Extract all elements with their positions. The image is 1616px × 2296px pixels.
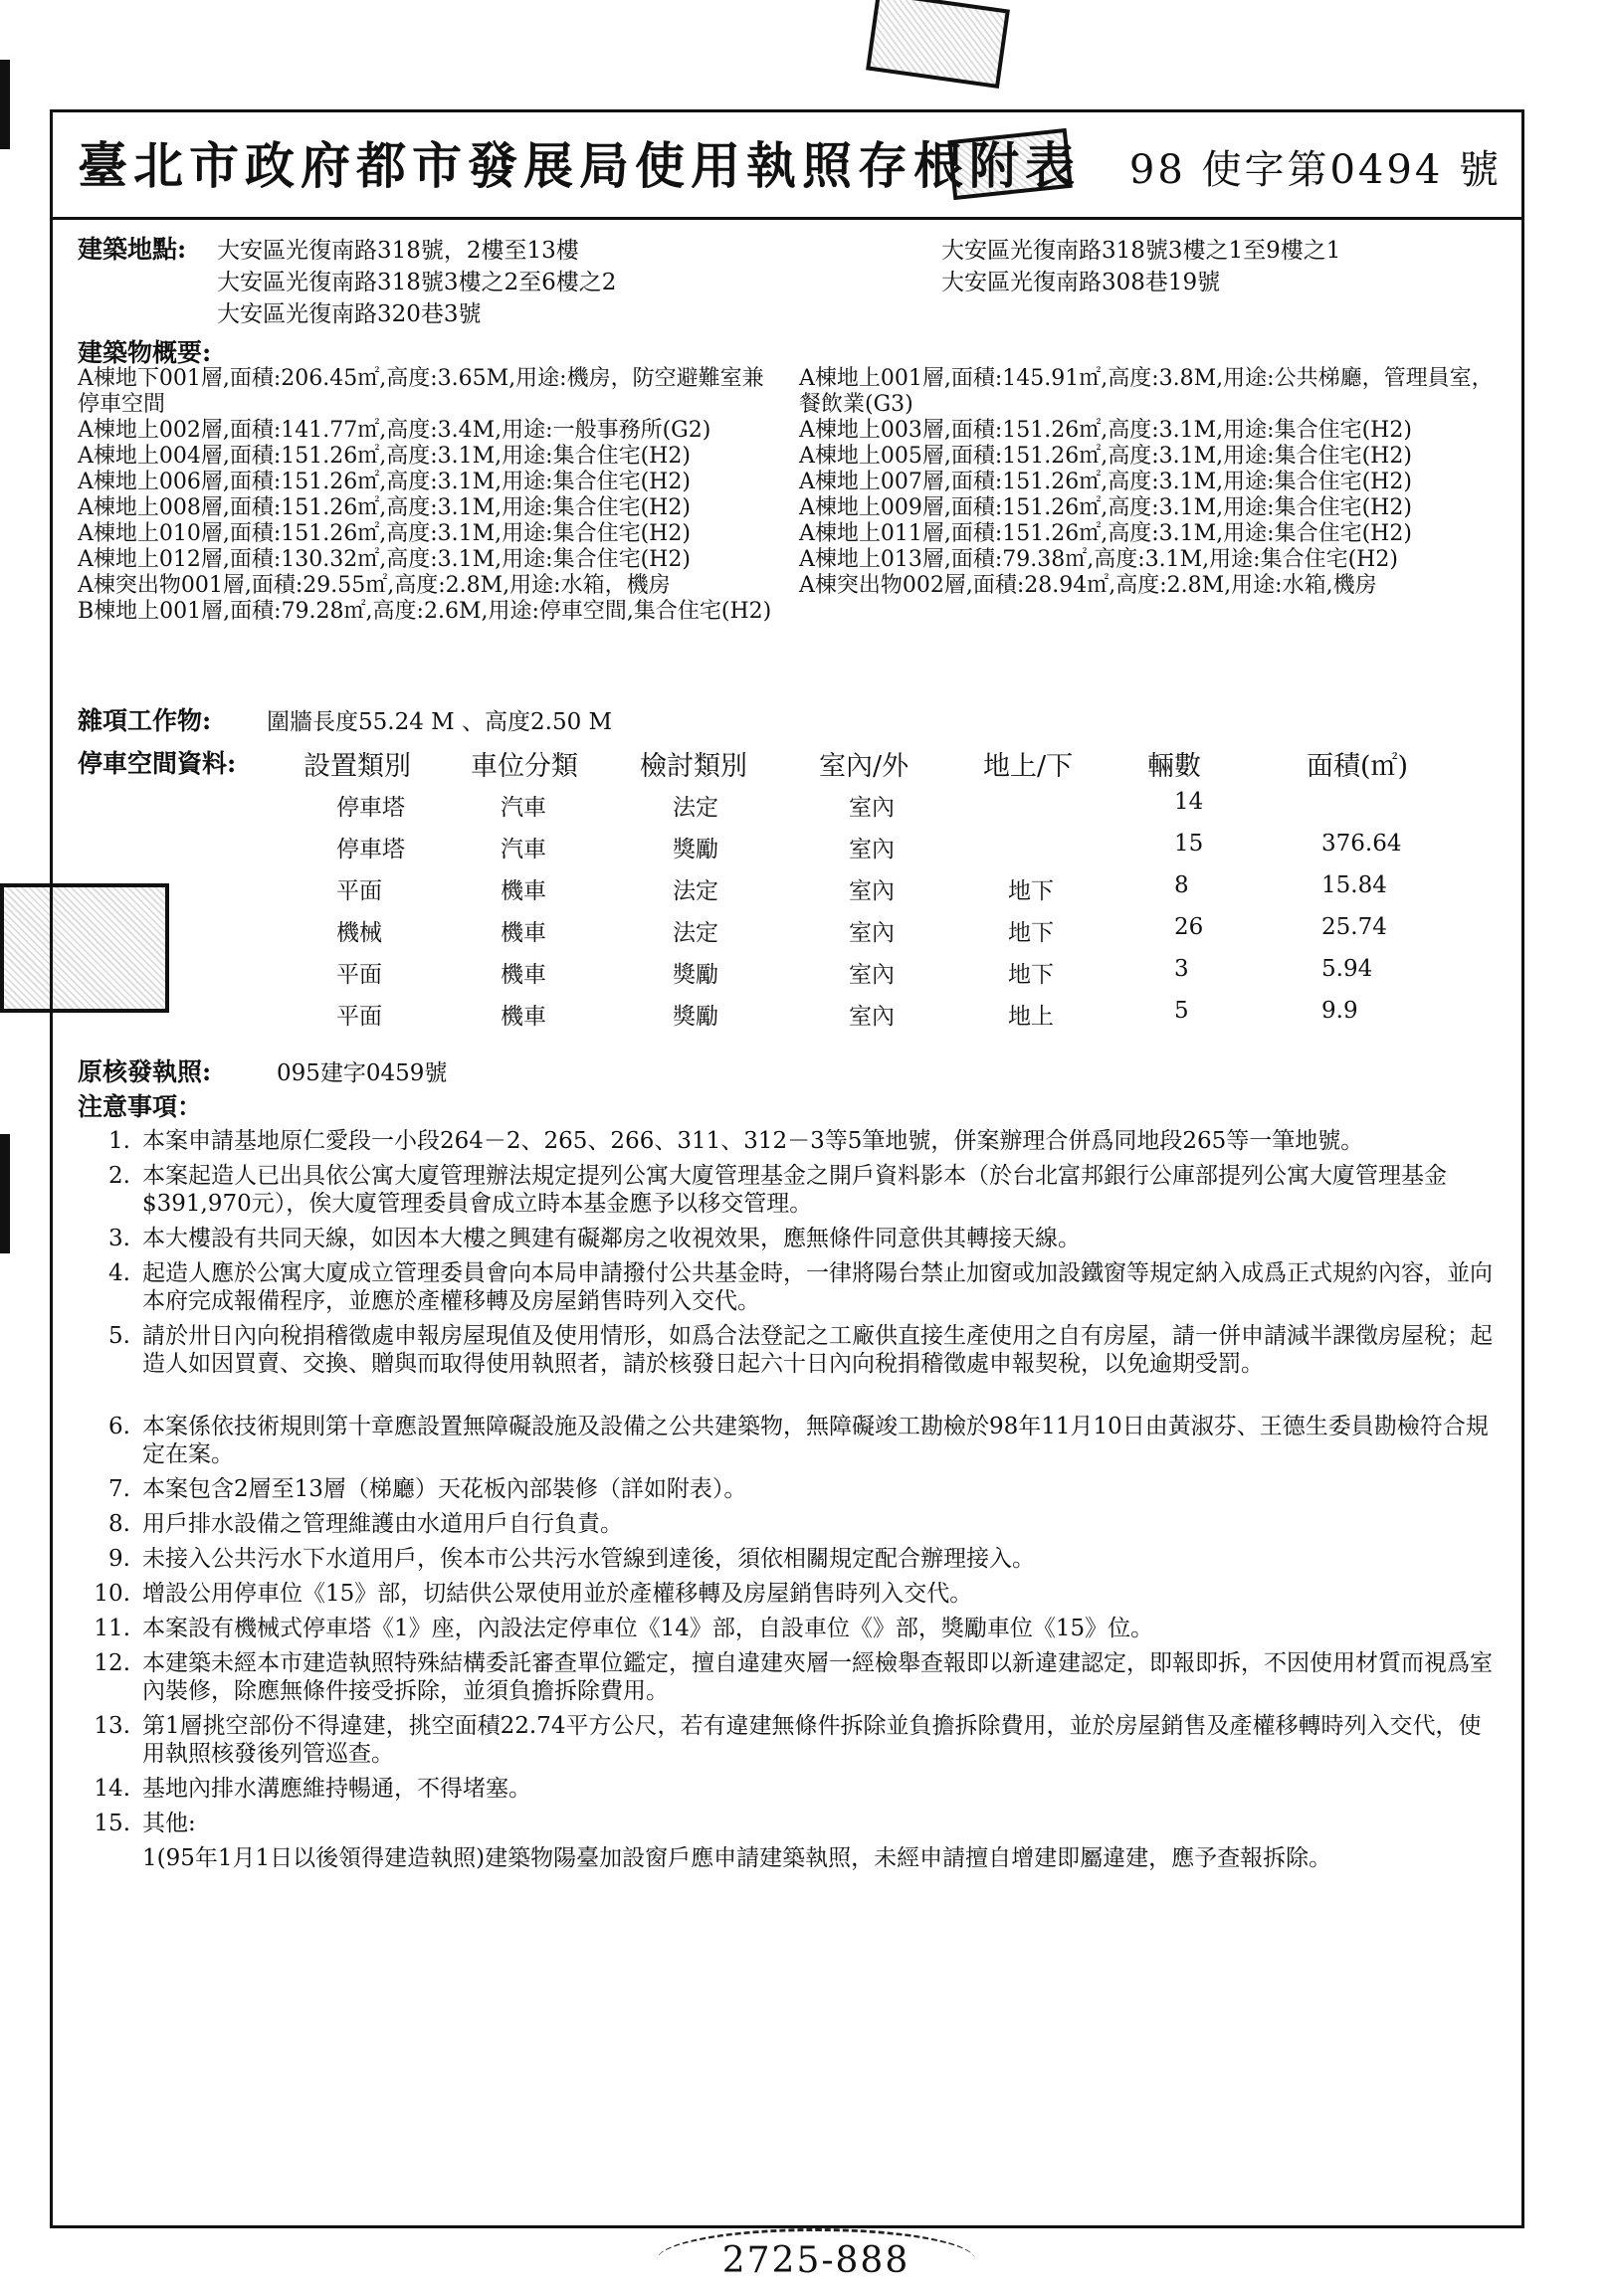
table-cell: 室內 — [849, 962, 895, 988]
building-floor-item: A棟地上005層,面積:151.26㎡,高度:3.1M,用途:集合住宅(H2) — [799, 444, 1412, 469]
building-floor-item: A棟地上004層,面積:151.26㎡,高度:3.1M,用途:集合住宅(H2) — [78, 444, 691, 469]
table-cell: 15.84 — [1321, 872, 1387, 898]
table-cell: 平面 — [336, 878, 382, 904]
note-item — [91, 1545, 1504, 1573]
table-cell: 室內 — [849, 837, 895, 862]
bottom-stamp: 2725-888 — [657, 2228, 975, 2291]
note-text: 用戶排水設備之管理維護由水道用戶自行負責。 — [142, 1511, 623, 1537]
overview-label: 建築物概要: — [78, 338, 212, 367]
building-floor-item: A棟地上012層,面積:130.32㎡,高度:3.1M,用途:集合住宅(H2) — [78, 547, 691, 572]
original-permit-value: 095建字0459號 — [277, 1060, 448, 1086]
parking-table — [53, 744, 1521, 1043]
table-cell: 5.94 — [1321, 956, 1373, 982]
address-line: 大安區光復南路308巷19號 — [941, 270, 1221, 295]
note-number: 3. — [108, 1226, 130, 1251]
note-item — [91, 1475, 1504, 1503]
note-item — [91, 1259, 1504, 1315]
overview-right-column — [799, 366, 1506, 599]
table-cell: 地下 — [1008, 878, 1054, 904]
table-cell: 14 — [1174, 789, 1204, 815]
parking-header: 地上/下 — [983, 751, 1074, 782]
note-item — [91, 1162, 1504, 1218]
note-item — [91, 1127, 1504, 1155]
note-number: 7. — [108, 1476, 130, 1502]
table-cell: 獎勵 — [673, 1004, 718, 1030]
table-cell: 8 — [1174, 872, 1189, 898]
note-text: 其他: — [142, 1811, 196, 1836]
address-label: 建築地點: — [78, 235, 187, 264]
table-cell: 地下 — [1008, 920, 1054, 946]
table-cell: 獎勵 — [673, 837, 718, 862]
table-cell: 汽車 — [501, 795, 546, 821]
edge-mark — [0, 60, 10, 149]
note-number: 9. — [108, 1546, 130, 1572]
building-floor-item: A棟地上010層,面積:151.26㎡,高度:3.1M,用途:集合住宅(H2) — [78, 521, 691, 546]
note-item — [91, 1649, 1504, 1705]
note-number: 1. — [108, 1128, 130, 1154]
note-number: 13. — [94, 1713, 130, 1739]
note-text: 未接入公共污水下水道用戶，俟本市公共污水管線到達後，須依相關規定配合辦理接入。 — [142, 1546, 1035, 1572]
building-floor-item: A棟地上013層,面積:79.38㎡,高度:3.1M,用途:集合住宅(H2) — [799, 547, 1398, 572]
note-text: 起造人應於公寓大廈成立管理委員會向本局申請撥付公共基金時，一律將陽台禁止加窗或加設鐵窗等規定納入成爲正式規約內容，並向本府完成報備程序，並應於產權移轉及房屋銷售時列入交代。 — [142, 1260, 1493, 1314]
note-item — [91, 1510, 1504, 1538]
note-number: 10. — [94, 1581, 130, 1607]
note-text: 本案起造人已出具依公寓大廈管理辦法規定提列公寓大廈管理基金之開戶資料影本（於台北富邦銀行公庫部提列公寓大廈管理基金$391,970元），俟大廈管理委員會成立時本基金應予以移交管理。 — [142, 1163, 1447, 1217]
table-cell: 停車塔 — [336, 795, 405, 821]
note-text: 本大樓設有共同天線，如因本大樓之興建有礙鄰房之收視效果，應無條件同意供其轉接天線。 — [142, 1226, 1081, 1251]
table-cell: 法定 — [673, 920, 718, 946]
note-number: 8. — [108, 1511, 130, 1537]
document-title: 臺北市政府都市發展局使用執照存根附表 — [78, 136, 1081, 195]
parking-header: 設置類別 — [303, 751, 411, 782]
building-floor-item: A棟地上001層,面積:145.91㎡,高度:3.8M,用途:公共梯廳，管理員室，餐飲業(G3) — [799, 366, 1494, 417]
note-text: 本案係依技術規則第十章應設置無障礙設施及設備之公共建築物，無障礙竣工勘檢於98年11月10日由黃淑芬、王德生委員勘檢符合規定在案。 — [142, 1414, 1489, 1467]
table-cell: 3 — [1174, 956, 1189, 982]
note-item — [91, 1775, 1504, 1803]
parking-header: 面積(㎡) — [1307, 751, 1409, 782]
building-floor-item: A棟地上003層,面積:151.26㎡,高度:3.1M,用途:集合住宅(H2) — [799, 418, 1412, 443]
document-frame — [50, 109, 1524, 2228]
building-floor-item: A棟地上009層,面積:151.26㎡,高度:3.1M,用途:集合住宅(H2) — [799, 495, 1412, 520]
note-item — [91, 1615, 1504, 1642]
note-item — [91, 1712, 1504, 1768]
address-line: 大安區光復南路318號3樓之2至6樓之2 — [217, 270, 617, 295]
table-cell: 機車 — [501, 1004, 546, 1030]
table-cell: 機車 — [501, 878, 546, 904]
table-cell: 停車塔 — [336, 837, 405, 862]
note-text: 請於卅日內向稅捐稽徵處申報房屋現值及使用情形，如爲合法登記之工廠供直接生產使用之自有房屋，請一併申請減半課徵房屋稅；起造人如因買賣、交換、贈與而取得使用執照者，請於核發日起六十日內向稅捐稽徵處申報契稅，以免逾期受罰。 — [142, 1323, 1493, 1377]
building-floor-item: A棟地下001層,面積:206.45㎡,高度:3.65M,用途:機房，防空避難室兼停車空間 — [78, 366, 764, 417]
table-cell: 室內 — [849, 878, 895, 904]
seal-stamp-top — [866, 0, 1010, 89]
building-floor-item: A棟突出物002層,面積:28.94㎡,高度:2.8M,用途:水箱,機房 — [799, 573, 1377, 598]
building-floor-item: A棟地上011層,面積:151.26㎡,高度:3.1M,用途:集合住宅(H2) — [799, 521, 1412, 546]
parking-header: 室內/外 — [819, 751, 909, 782]
edge-mark — [0, 1134, 10, 1253]
note-number: 12. — [94, 1650, 130, 1676]
note-item — [91, 1413, 1504, 1468]
note-text: 增設公用停車位《15》部，切結供公眾使用並於產權移轉及房屋銷售時列入交代。 — [142, 1581, 973, 1607]
table-cell: 法定 — [673, 878, 718, 904]
table-cell: 平面 — [336, 1004, 382, 1030]
note-text: 本案申請基地原仁愛段一小段264－2、265、266、311、312－3等5筆地號，併案辦理合併爲同地段265等一筆地號。 — [142, 1128, 1364, 1154]
building-floor-item: A棟地上007層,面積:151.26㎡,高度:3.1M,用途:集合住宅(H2) — [799, 470, 1412, 494]
note-number: 11. — [94, 1616, 130, 1641]
table-cell: 室內 — [849, 920, 895, 946]
misc-works-value: 圍牆長度55.24 M 、高度2.50 M — [267, 709, 613, 735]
note-sub-item — [91, 1844, 1504, 1872]
table-cell: 15 — [1174, 831, 1204, 857]
table-cell: 26 — [1174, 914, 1204, 940]
note-text: 1(95年1月1日以後領得建造執照)建築物陽臺加設窗戶應申請建築執照，未經申請擅自增建即屬違建，應予查報拆除。 — [142, 1845, 1332, 1871]
note-number: 2. — [108, 1163, 130, 1189]
note-item — [91, 1225, 1504, 1252]
building-floor-item: A棟地上002層,面積:141.77㎡,高度:3.4M,用途:一般事務所(G2) — [78, 418, 711, 443]
table-cell: 汽車 — [501, 837, 546, 862]
note-number: 4. — [108, 1260, 130, 1286]
building-floor-item: A棟突出物001層,面積:29.55㎡,高度:2.8M,用途:水箱，機房 — [78, 573, 671, 598]
table-cell: 376.64 — [1321, 831, 1402, 857]
document-number: 98 使字第0494 號 — [1128, 147, 1502, 193]
original-permit-label: 原核發執照: — [78, 1057, 212, 1086]
parking-header: 檢討類別 — [640, 751, 747, 782]
table-cell: 機械 — [336, 920, 382, 946]
notes-label: 注意事項： — [78, 1092, 203, 1121]
address-line: 大安區光復南路318號，2樓至13樓 — [217, 238, 579, 264]
table-cell: 5 — [1174, 998, 1189, 1024]
table-cell: 機車 — [501, 962, 546, 988]
table-cell: 地上 — [1008, 1004, 1054, 1030]
note-text: 第1層挑空部份不得違建，挑空面積22.74平方公尺，若有違建無條件拆除並負擔拆除費用，並於房屋銷售及產權移轉時列入交代，使用執照核發後列管巡查。 — [142, 1713, 1482, 1767]
parking-label: 停車空間資料: — [78, 749, 237, 778]
note-text: 基地內排水溝應維持暢通，不得堵塞。 — [142, 1776, 531, 1802]
table-cell: 法定 — [673, 795, 718, 821]
overview-left-column — [78, 366, 784, 625]
table-cell: 獎勵 — [673, 962, 718, 988]
table-cell: 室內 — [849, 795, 895, 821]
note-number: 5. — [108, 1323, 130, 1349]
table-cell: 室內 — [849, 1004, 895, 1030]
note-text: 本建築未經本市建造執照特殊結構委託審查單位鑑定，擅自違建夾層一經檢舉查報即以新違建認定，即報即拆，不因使用材質而視爲室內裝修，除應無條件接受拆除，並須負擔拆除費用。 — [142, 1650, 1493, 1704]
table-cell: 9.9 — [1321, 998, 1358, 1024]
note-text: 本案設有機械式停車塔《1》座，內設法定停車位《14》部，自設車位《》部，獎勵車位《15》位。 — [142, 1616, 1154, 1641]
note-item — [91, 1810, 1504, 1837]
building-floor-item: A棟地上006層,面積:151.26㎡,高度:3.1M,用途:集合住宅(H2) — [78, 470, 691, 494]
building-floor-item: B棟地上001層,面積:79.28㎡,高度:2.6M,用途:停車空間,集合住宅(H2) — [78, 599, 772, 624]
table-cell: 平面 — [336, 962, 382, 988]
table-cell: 機車 — [501, 920, 546, 946]
title-row — [53, 112, 1521, 220]
parking-header: 車位分類 — [471, 751, 578, 782]
table-cell: 地下 — [1008, 962, 1054, 988]
note-item — [91, 1322, 1504, 1378]
note-number: 14. — [94, 1776, 130, 1802]
note-number: 6. — [108, 1414, 130, 1439]
note-text: 本案包含2層至13層（梯廳）天花板內部裝修（詳如附表）。 — [142, 1476, 747, 1502]
parking-header: 輛數 — [1147, 751, 1201, 782]
table-cell: 25.74 — [1321, 914, 1387, 940]
misc-works-label: 雜項工作物: — [78, 706, 212, 735]
note-number: 15. — [94, 1811, 130, 1836]
address-line: 大安區光復南路318號3樓之1至9樓之1 — [941, 238, 1341, 264]
note-item — [91, 1580, 1504, 1608]
address-line: 大安區光復南路320巷3號 — [217, 301, 482, 327]
building-floor-item: A棟地上008層,面積:151.26㎡,高度:3.1M,用途:集合住宅(H2) — [78, 495, 691, 520]
